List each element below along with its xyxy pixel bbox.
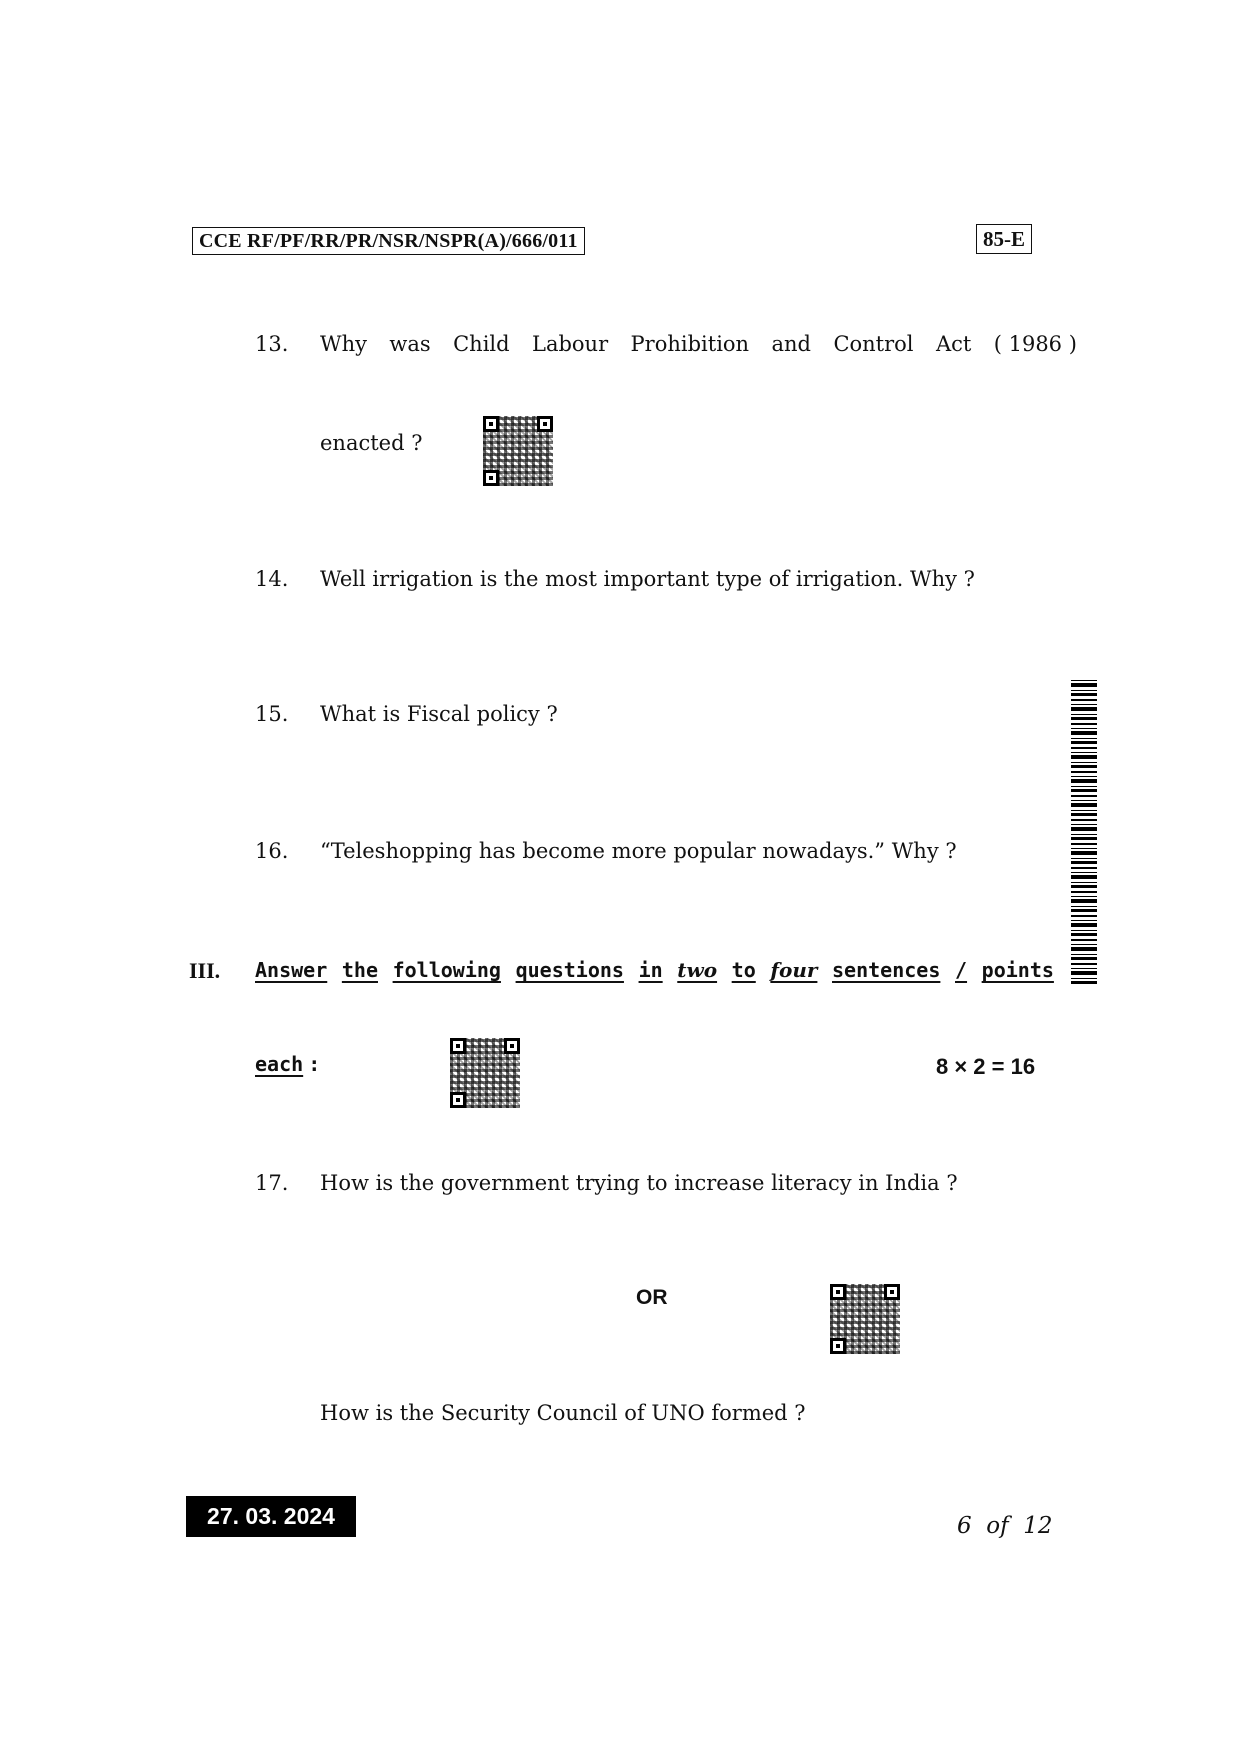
or-separator: OR <box>636 1286 668 1309</box>
question-15-text: What is Fiscal policy ? <box>320 702 558 726</box>
instruction-word: two <box>677 958 718 982</box>
instruction-word: the <box>341 958 378 982</box>
question-17-number: 17. <box>255 1171 289 1195</box>
instruction-word: questions <box>515 958 624 982</box>
question-15-number: 15. <box>255 702 289 726</box>
instruction-colon: : <box>308 1052 321 1076</box>
q13-word: Control <box>833 332 914 356</box>
question-16-number: 16. <box>255 839 289 863</box>
q13-word: Labour <box>532 332 609 356</box>
q13-word: and <box>771 332 812 356</box>
q13-word: ( 1986 ) <box>993 332 1077 356</box>
question-16-text: “Teleshopping has become more popular nowadays.” Why ? <box>320 839 957 863</box>
instruction-word: four <box>770 958 818 982</box>
question-14-text: Well irrigation is the most important type of irrigation. Why ? <box>320 567 975 591</box>
q13-word: Act <box>935 332 972 356</box>
barcode-icon <box>1071 678 1097 984</box>
question-17-alternative-text: How is the Security Council of UNO formed ? <box>320 1401 806 1425</box>
paper-number: 85-E <box>976 224 1032 254</box>
q13-word: Child <box>453 332 510 356</box>
instruction-word: to <box>731 958 756 982</box>
exam-date: 27. 03. 2024 <box>186 1496 356 1537</box>
qr-code-icon <box>450 1038 520 1108</box>
qr-code-icon <box>830 1284 900 1354</box>
instruction-word: in <box>638 958 663 982</box>
section-marks: 8 × 2 = 16 <box>936 1054 1036 1079</box>
q13-word: Why <box>320 332 367 356</box>
instruction-word: sentences <box>832 958 941 982</box>
instruction-word: following <box>392 958 501 982</box>
q13-word: was <box>389 332 431 356</box>
question-17-text: How is the government trying to increase literacy in India ? <box>320 1171 958 1195</box>
q13-word: Prohibition <box>630 332 750 356</box>
question-14-number: 14. <box>255 567 289 591</box>
question-13-text <box>320 331 1077 357</box>
instruction-word: each <box>255 1052 304 1076</box>
instruction-word: / <box>955 958 968 982</box>
section-number: III. <box>189 958 221 983</box>
section-instruction-continuation <box>255 1052 320 1076</box>
question-13-continuation: enacted ? <box>320 431 423 455</box>
qr-code-icon <box>483 416 553 486</box>
page-number: 6 of 12 <box>957 1513 1053 1539</box>
instruction-word: Answer <box>255 958 328 982</box>
section-instruction <box>255 958 1054 982</box>
question-13-number: 13. <box>255 332 289 356</box>
question-paper-code: CCE RF/PF/RR/PR/NSR/NSPR(A)/666/011 <box>192 227 585 255</box>
instruction-word: points <box>981 958 1054 982</box>
